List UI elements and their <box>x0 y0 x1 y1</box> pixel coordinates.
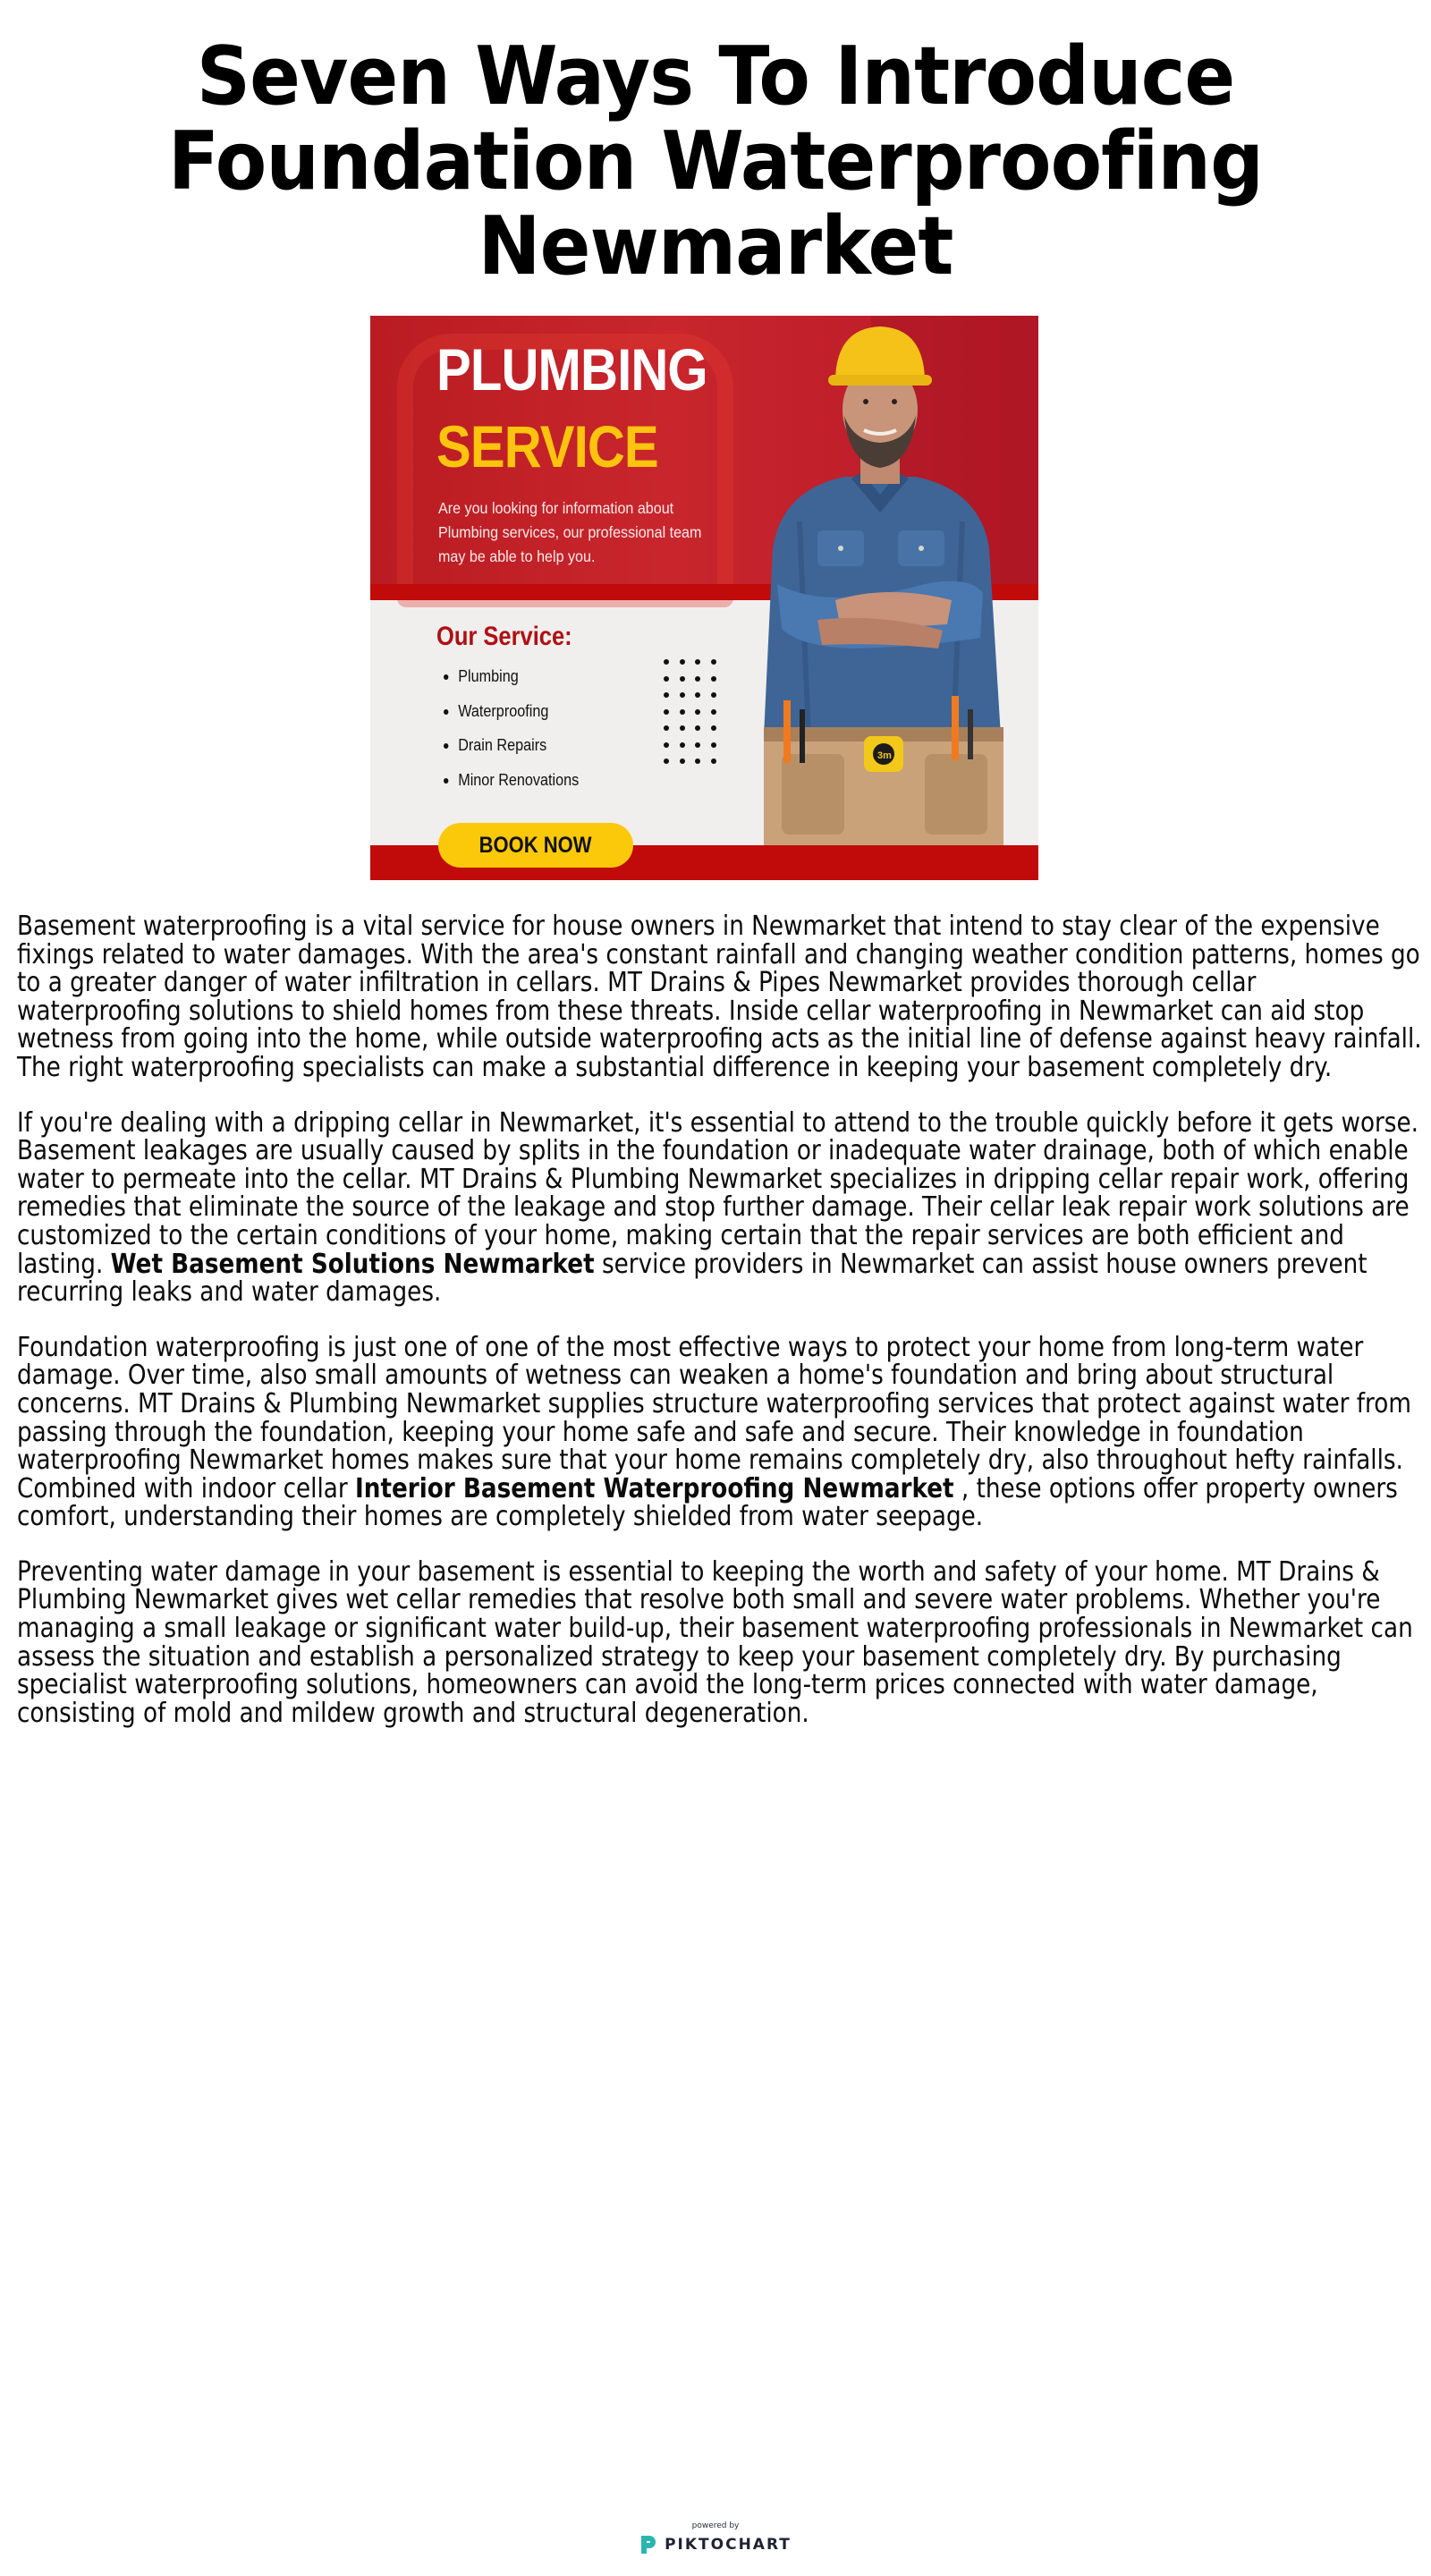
keyword-link-interior-basement-waterproofing: Interior Basement Waterproofing Newmarket <box>354 1472 954 1504</box>
dot-grid-decoration <box>664 659 726 775</box>
article-paragraph: Basement waterproofing is a vital service for house owners in Newmarket that intend to stay clear of the expensive fixings related to water damages. With the area's constant rainfall and changing weather condition patterns, homes go to a greater danger of water infiltration in cellars. MT Drains & Pipes Newmarket provides thorough cellar waterproofing solutions to shield homes from these threats. Inside cellar waterproofing in Newmarket can aid stop wetness from going into the home, while outside waterproofing acts as the initial line of defense against heavy rainfall. The right waterproofing specialists can make a substantial difference in keeping your basement completely dry. <box>17 911 1422 1083</box>
powered-by-label: powered by <box>691 2521 740 2530</box>
service-item: Drain Repairs <box>444 735 579 770</box>
keyword-link-wet-basement-solutions: Wet Basement Solutions Newmarket <box>110 1248 595 1280</box>
plumbing-service-banner <box>370 316 1038 880</box>
service-item: Minor Renovations <box>444 770 579 805</box>
book-now-button[interactable]: BOOK NOW <box>438 823 633 868</box>
article-paragraph: Preventing water damage in your basement is essential to keeping the worth and safety of your home. MT Drains & Plumbing Newmarket gives wet cellar remedies that resolve both small and severe water problems. Whether you're managing a small leakage or significant water build-up, their basement waterproofing professionals in Newmarket can assess the situation and establish a personalized strategy to keep your basement completely dry. By purchasing specialist waterproofing solutions, homeowners can avoid the long-term prices connected with water damage, consisting of mold and mildew growth and structural degeneration. <box>17 1555 1413 1729</box>
article-body <box>17 912 1426 1754</box>
plumber-worker-illustration <box>746 316 1014 845</box>
banner-headline-service: SERVICE <box>436 413 658 479</box>
service-item: Plumbing <box>444 666 579 701</box>
article-paragraph: If you're dealing with a dripping cellar in Newmarket, it's essential to attend to the trouble quickly before it gets worse. Basement leakages are usually caused by splits in the foundation or inadequate water drainage, both of which enable water to permeate into the cellar. MT Drains & Plumbing Newmarket specializes in dripping cellar repair work, offering remedies that eliminate the source of the leakage and stop further damage. Their cellar leak repair work solutions are customized to the certain conditions of your home, making certain that the repair services are both efficient and lasting. Wet Basement Solutions Newmarket service providers in Newmarket can assist house owners prevent recurring leaks and water damages. <box>17 1106 1418 1309</box>
bullet-icon <box>444 743 448 749</box>
banner-headline-plumbing: PLUMBING <box>436 336 707 402</box>
bullet-icon <box>444 778 448 784</box>
page-title: Seven Ways To Introduce Foundation Waterproofing Newmarket <box>167 30 1264 293</box>
piktochart-wordmark: PIKTOCHART <box>665 2536 792 2554</box>
bullet-icon <box>444 674 448 680</box>
piktochart-logo-icon <box>639 2534 657 2555</box>
article-paragraph: Foundation waterproofing is just one of one of the most effective ways to protect your home from long-term water damage. Over time, also small amounts of wetness can weaken a home's foundation and bring about structural concerns. MT Drains & Plumbing Newmarket supplies structure waterproofing services that protect against water from passing through the foundation, keeping your home safe and safe and secure. Their knowledge in foundation waterproofing Newmarket homes makes sure that your home remains completely dry, also throughout hefty rainfalls. Combined with indoor cellar Interior Basement Waterproofing Newmarket , these options offer property owners comfort, understanding their homes are completely shielded from water seepage. <box>17 1331 1411 1533</box>
services-title: Our Service: <box>436 622 572 651</box>
bullet-icon <box>444 709 448 715</box>
banner-description: Are you looking for information about Plumbing services, our professional team may be able to help you. <box>438 499 702 565</box>
piktochart-logo[interactable] <box>639 2534 792 2555</box>
tape-measure-label: 3m <box>877 750 892 761</box>
piktochart-footer[interactable] <box>0 2521 1431 2559</box>
service-item: Waterproofing <box>444 701 579 736</box>
services-list <box>444 666 594 804</box>
